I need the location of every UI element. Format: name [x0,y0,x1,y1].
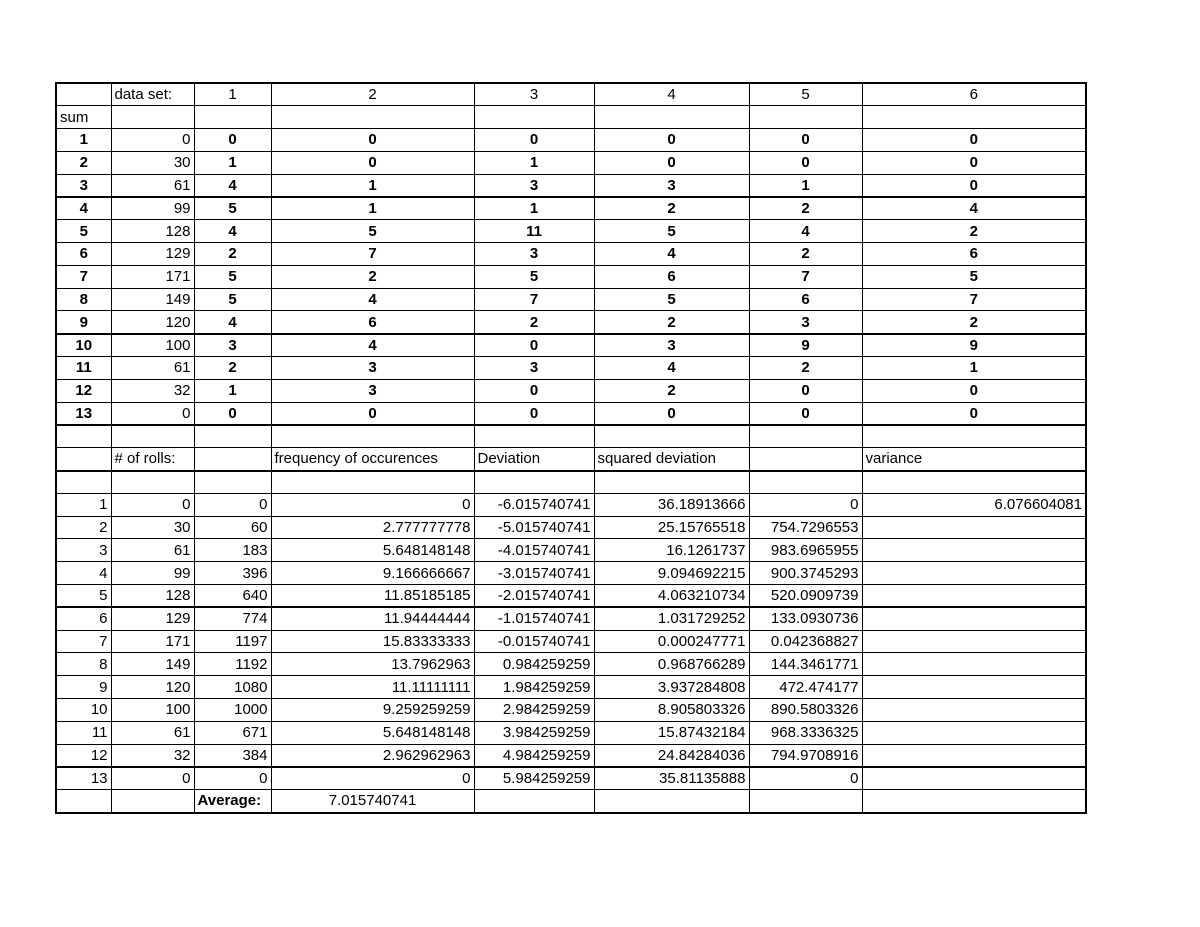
count-row [56,265,1086,288]
data-cell[interactable]: 2 [594,197,749,220]
variance-cell[interactable]: 6.076604081 [862,493,1086,516]
count-row [56,311,1086,334]
stats-row [56,676,1086,699]
data-cell[interactable]: 0 [194,402,271,425]
data-cell[interactable]: 9 [862,334,1086,357]
sum-cell[interactable]: 4 [56,197,111,220]
rolls-cell[interactable]: 0 [111,129,194,152]
variance-cell[interactable] [862,562,1086,585]
cell[interactable] [862,471,1086,494]
cell[interactable] [862,106,1086,129]
variance-cell[interactable] [862,744,1086,767]
cell[interactable] [111,471,194,494]
squared-deviation-cell[interactable]: 15.87432184 [594,721,749,744]
deviation-cell[interactable]: -0.015740741 [474,630,594,653]
sum-cell[interactable]: 11 [56,357,111,380]
rolls-cell[interactable]: 0 [111,493,194,516]
index-cell[interactable]: 4 [56,562,111,585]
deviation-cell[interactable]: 5.984259259 [474,767,594,790]
product-cell[interactable]: 183 [194,539,271,562]
product-cell[interactable]: 0 [194,767,271,790]
frequency-cell[interactable]: 5.648148148 [271,539,474,562]
rolls-cell[interactable]: 30 [111,516,194,539]
frequency-cell[interactable]: 2.962962963 [271,744,474,767]
rolls-cell[interactable]: 100 [111,334,194,357]
data-cell[interactable]: 6 [594,265,749,288]
data-cell[interactable]: 3 [194,334,271,357]
index-cell[interactable]: 2 [56,516,111,539]
data-cell[interactable]: 0 [474,379,594,402]
data-cell[interactable]: 0 [271,129,474,152]
weighted-cell[interactable]: 754.7296553 [749,516,862,539]
data-cell[interactable]: 1 [474,151,594,174]
index-cell[interactable]: 1 [56,493,111,516]
data-set-header[interactable]: 4 [594,83,749,106]
count-row [56,379,1086,402]
data-cell[interactable]: 0 [862,129,1086,152]
average-label[interactable]: Average: [194,790,271,813]
index-cell[interactable]: 9 [56,676,111,699]
data-cell[interactable]: 1 [271,197,474,220]
data-cell[interactable]: 2 [594,311,749,334]
cell[interactable] [749,471,862,494]
data-cell[interactable]: 5 [194,265,271,288]
data-cell[interactable]: 4 [862,197,1086,220]
index-cell[interactable]: 3 [56,539,111,562]
data-cell[interactable]: 0 [594,402,749,425]
data-cell[interactable]: 4 [594,357,749,380]
stats-row [56,744,1086,767]
data-cell[interactable]: 0 [271,402,474,425]
squared-deviation-cell[interactable]: 1.031729252 [594,607,749,630]
squared-deviation-header[interactable]: squared deviation [594,448,749,471]
data-set-header[interactable]: 2 [271,83,474,106]
frequency-cell[interactable]: 15.83333333 [271,630,474,653]
frequency-header[interactable]: frequency of occurences [271,448,474,471]
rolls-cell[interactable]: 120 [111,676,194,699]
squared-deviation-cell[interactable]: 24.84284036 [594,744,749,767]
index-cell[interactable]: 6 [56,607,111,630]
data-cell[interactable]: 2 [862,311,1086,334]
squared-deviation-cell[interactable]: 4.063210734 [594,585,749,608]
variance-cell[interactable] [862,607,1086,630]
deviation-cell[interactable]: -4.015740741 [474,539,594,562]
data-cell[interactable]: 1 [194,379,271,402]
cell[interactable] [111,790,194,813]
rolls-cell[interactable]: 0 [111,402,194,425]
squared-deviation-cell[interactable]: 25.15765518 [594,516,749,539]
rolls-cell[interactable]: 32 [111,744,194,767]
weighted-cell[interactable]: 0 [749,493,862,516]
rolls-cell[interactable]: 128 [111,585,194,608]
stats-row [56,562,1086,585]
rolls-cell[interactable]: 120 [111,311,194,334]
rolls-header[interactable]: # of rolls: [111,448,194,471]
variance-cell[interactable] [862,699,1086,722]
product-cell[interactable]: 60 [194,516,271,539]
frequency-cell[interactable]: 11.94444444 [271,607,474,630]
cell[interactable] [56,425,111,448]
variance-cell[interactable] [862,539,1086,562]
data-cell[interactable]: 5 [594,220,749,243]
product-cell[interactable]: 384 [194,744,271,767]
data-cell[interactable]: 6 [271,311,474,334]
weighted-cell[interactable]: 144.3461771 [749,653,862,676]
cell[interactable] [271,471,474,494]
weighted-cell[interactable]: 0 [749,767,862,790]
weighted-cell[interactable]: 890.5803326 [749,699,862,722]
squared-deviation-cell[interactable]: 16.1261737 [594,539,749,562]
data-cell[interactable]: 5 [271,220,474,243]
cell[interactable] [474,790,594,813]
deviation-cell[interactable]: -6.015740741 [474,493,594,516]
data-cell[interactable]: 0 [749,151,862,174]
sum-cell[interactable]: 2 [56,151,111,174]
frequency-cell[interactable]: 11.11111111 [271,676,474,699]
deviation-header[interactable]: Deviation [474,448,594,471]
squared-deviation-cell[interactable]: 8.905803326 [594,699,749,722]
count-row [56,243,1086,266]
stats-row [56,585,1086,608]
data-cell[interactable]: 9 [749,334,862,357]
weighted-cell[interactable]: 968.3336325 [749,721,862,744]
cell[interactable] [594,790,749,813]
variance-cell[interactable] [862,767,1086,790]
variance-header[interactable]: variance [862,448,1086,471]
cell[interactable] [474,471,594,494]
cell[interactable] [271,425,474,448]
deviation-cell[interactable]: 0.984259259 [474,653,594,676]
data-cell[interactable]: 5 [194,197,271,220]
stats-row [56,653,1086,676]
frequency-cell[interactable]: 0 [271,493,474,516]
data-cell[interactable]: 3 [594,174,749,197]
data-cell[interactable]: 2 [862,220,1086,243]
frequency-cell[interactable]: 2.777777778 [271,516,474,539]
cell[interactable] [594,471,749,494]
average-row [56,790,1086,813]
product-cell[interactable]: 774 [194,607,271,630]
sum-cell[interactable]: 8 [56,288,111,311]
stats-row [56,721,1086,744]
data-cell[interactable]: 3 [271,379,474,402]
squared-deviation-cell[interactable]: 9.094692215 [594,562,749,585]
cell[interactable] [56,471,111,494]
data-set-label[interactable]: data set: [111,83,194,106]
variance-cell[interactable] [862,585,1086,608]
data-cell[interactable]: 4 [271,288,474,311]
product-cell[interactable]: 1080 [194,676,271,699]
count-row [56,129,1086,152]
stats-row [56,699,1086,722]
data-cell[interactable]: 3 [594,334,749,357]
data-cell[interactable]: 11 [474,220,594,243]
data-cell[interactable]: 5 [194,288,271,311]
rolls-cell[interactable]: 129 [111,607,194,630]
sum-cell[interactable]: 12 [56,379,111,402]
cell[interactable] [194,448,271,471]
variance-cell[interactable] [862,516,1086,539]
data-cell[interactable]: 0 [749,129,862,152]
frequency-cell[interactable]: 11.85185185 [271,585,474,608]
sum-cell[interactable]: 7 [56,265,111,288]
cell[interactable] [474,106,594,129]
stats-row [56,516,1086,539]
deviation-cell[interactable]: 1.984259259 [474,676,594,699]
stats-row [56,767,1086,790]
sum-cell[interactable]: 3 [56,174,111,197]
rolls-cell[interactable]: 171 [111,630,194,653]
data-cell[interactable]: 4 [749,220,862,243]
frequency-cell[interactable]: 0 [271,767,474,790]
stats-row [56,493,1086,516]
data-cell[interactable]: 6 [749,288,862,311]
cell[interactable] [749,790,862,813]
index-cell[interactable]: 11 [56,721,111,744]
cell[interactable] [194,471,271,494]
sum-cell[interactable]: 5 [56,220,111,243]
data-cell[interactable]: 4 [271,334,474,357]
cell[interactable] [111,425,194,448]
data-cell[interactable]: 1 [749,174,862,197]
rolls-cell[interactable]: 0 [111,767,194,790]
rolls-cell[interactable]: 100 [111,699,194,722]
cell[interactable] [56,83,111,106]
index-cell[interactable]: 12 [56,744,111,767]
squared-deviation-cell[interactable]: 3.937284808 [594,676,749,699]
data-cell[interactable]: 3 [749,311,862,334]
cell[interactable] [56,448,111,471]
stats-row [56,539,1086,562]
squared-deviation-cell[interactable]: 35.81135888 [594,767,749,790]
rolls-cell[interactable]: 99 [111,562,194,585]
count-row [56,197,1086,220]
deviation-cell[interactable]: -2.015740741 [474,585,594,608]
data-cell[interactable]: 2 [271,265,474,288]
rolls-cell[interactable]: 61 [111,357,194,380]
data-cell[interactable]: 6 [862,243,1086,266]
sum-cell[interactable]: 9 [56,311,111,334]
product-cell[interactable]: 640 [194,585,271,608]
count-row [56,402,1086,425]
product-cell[interactable]: 1197 [194,630,271,653]
cell[interactable] [862,790,1086,813]
index-cell[interactable]: 5 [56,585,111,608]
data-cell[interactable]: 0 [474,334,594,357]
data-cell[interactable]: 4 [194,220,271,243]
data-cell[interactable]: 2 [474,311,594,334]
average-value[interactable]: 7.015740741 [271,790,474,813]
data-cell[interactable]: 7 [862,288,1086,311]
rolls-cell[interactable]: 61 [111,539,194,562]
deviation-cell[interactable]: 2.984259259 [474,699,594,722]
cell[interactable] [862,425,1086,448]
sum-label[interactable]: sum [56,106,111,129]
deviation-cell[interactable]: 3.984259259 [474,721,594,744]
index-cell[interactable]: 13 [56,767,111,790]
data-cell[interactable]: 2 [749,197,862,220]
data-cell[interactable]: 0 [862,174,1086,197]
squared-deviation-cell[interactable]: 0.968766289 [594,653,749,676]
data-cell[interactable]: 5 [594,288,749,311]
cell[interactable] [749,106,862,129]
data-cell[interactable]: 3 [474,357,594,380]
squared-deviation-cell[interactable]: 36.18913666 [594,493,749,516]
cell[interactable] [594,425,749,448]
weighted-cell[interactable]: 900.3745293 [749,562,862,585]
frequency-cell[interactable]: 9.166666667 [271,562,474,585]
deviation-cell[interactable]: -5.015740741 [474,516,594,539]
data-cell[interactable]: 4 [194,311,271,334]
data-set-header[interactable]: 5 [749,83,862,106]
variance-cell[interactable] [862,676,1086,699]
stats-header-row [56,448,1086,471]
cell[interactable] [594,106,749,129]
data-cell[interactable]: 0 [474,129,594,152]
spreadsheet-table [55,82,1087,814]
data-cell[interactable]: 7 [271,243,474,266]
index-cell[interactable]: 8 [56,653,111,676]
data-cell[interactable]: 2 [194,243,271,266]
data-cell[interactable]: 5 [862,265,1086,288]
sum-cell[interactable]: 6 [56,243,111,266]
blank-row [56,471,1086,494]
index-cell[interactable]: 7 [56,630,111,653]
variance-cell[interactable] [862,630,1086,653]
count-row [56,220,1086,243]
count-row [56,174,1086,197]
sum-cell[interactable]: 1 [56,129,111,152]
product-cell[interactable]: 1000 [194,699,271,722]
spreadsheet-body [56,83,1086,813]
rolls-cell[interactable]: 61 [111,721,194,744]
rolls-cell[interactable]: 149 [111,288,194,311]
frequency-cell[interactable]: 5.648148148 [271,721,474,744]
rolls-cell[interactable]: 149 [111,653,194,676]
variance-cell[interactable] [862,721,1086,744]
data-cell[interactable]: 0 [862,402,1086,425]
data-cell[interactable]: 0 [594,151,749,174]
rolls-cell[interactable]: 99 [111,197,194,220]
data-cell[interactable]: 0 [862,379,1086,402]
data-cell[interactable]: 4 [194,174,271,197]
cell[interactable] [56,790,111,813]
cell[interactable] [111,106,194,129]
data-cell[interactable]: 7 [474,288,594,311]
deviation-cell[interactable]: -3.015740741 [474,562,594,585]
data-cell[interactable]: 2 [749,243,862,266]
data-cell[interactable]: 0 [271,151,474,174]
deviation-cell[interactable]: 4.984259259 [474,744,594,767]
data-set-header[interactable]: 1 [194,83,271,106]
data-cell[interactable]: 7 [749,265,862,288]
count-row [56,151,1086,174]
deviation-cell[interactable]: -1.015740741 [474,607,594,630]
rolls-cell[interactable]: 61 [111,174,194,197]
cell[interactable] [194,106,271,129]
rolls-cell[interactable]: 32 [111,379,194,402]
data-cell[interactable]: 2 [749,357,862,380]
data-cell[interactable]: 1 [194,151,271,174]
header-row [56,83,1086,106]
rolls-cell[interactable]: 30 [111,151,194,174]
data-cell[interactable]: 4 [594,243,749,266]
data-set-header[interactable]: 6 [862,83,1086,106]
squared-deviation-cell[interactable]: 0.000247771 [594,630,749,653]
data-cell[interactable]: 0 [862,151,1086,174]
product-cell[interactable]: 1192 [194,653,271,676]
data-cell[interactable]: 0 [194,129,271,152]
data-cell[interactable]: 2 [594,379,749,402]
frequency-cell[interactable]: 13.7962963 [271,653,474,676]
count-row [56,288,1086,311]
cell[interactable] [749,448,862,471]
data-cell[interactable]: 3 [474,243,594,266]
product-cell[interactable]: 396 [194,562,271,585]
data-cell[interactable]: 0 [594,129,749,152]
data-cell[interactable]: 3 [271,357,474,380]
sum-cell[interactable]: 10 [56,334,111,357]
cell[interactable] [749,425,862,448]
data-set-header[interactable]: 3 [474,83,594,106]
cell[interactable] [194,425,271,448]
sum-cell[interactable]: 13 [56,402,111,425]
stats-row [56,630,1086,653]
cell[interactable] [474,425,594,448]
weighted-cell[interactable]: 0.042368827 [749,630,862,653]
rolls-cell[interactable]: 129 [111,243,194,266]
weighted-cell[interactable]: 520.0909739 [749,585,862,608]
sum-label-row [56,106,1086,129]
variance-cell[interactable] [862,653,1086,676]
cell[interactable] [271,106,474,129]
data-cell[interactable]: 0 [749,402,862,425]
product-cell[interactable]: 671 [194,721,271,744]
data-cell[interactable]: 2 [194,357,271,380]
count-row [56,357,1086,380]
blank-row [56,425,1086,448]
data-cell[interactable]: 1 [474,197,594,220]
product-cell[interactable]: 0 [194,493,271,516]
weighted-cell[interactable]: 133.0930736 [749,607,862,630]
frequency-cell[interactable]: 9.259259259 [271,699,474,722]
weighted-cell[interactable]: 794.9708916 [749,744,862,767]
data-cell[interactable]: 1 [271,174,474,197]
rolls-cell[interactable]: 171 [111,265,194,288]
count-row [56,334,1086,357]
rolls-cell[interactable]: 128 [111,220,194,243]
data-cell[interactable]: 0 [474,402,594,425]
weighted-cell[interactable]: 472.474177 [749,676,862,699]
index-cell[interactable]: 10 [56,699,111,722]
stats-row [56,607,1086,630]
data-cell[interactable]: 5 [474,265,594,288]
data-cell[interactable]: 3 [474,174,594,197]
data-cell[interactable]: 1 [862,357,1086,380]
data-cell[interactable]: 0 [749,379,862,402]
weighted-cell[interactable]: 983.6965955 [749,539,862,562]
